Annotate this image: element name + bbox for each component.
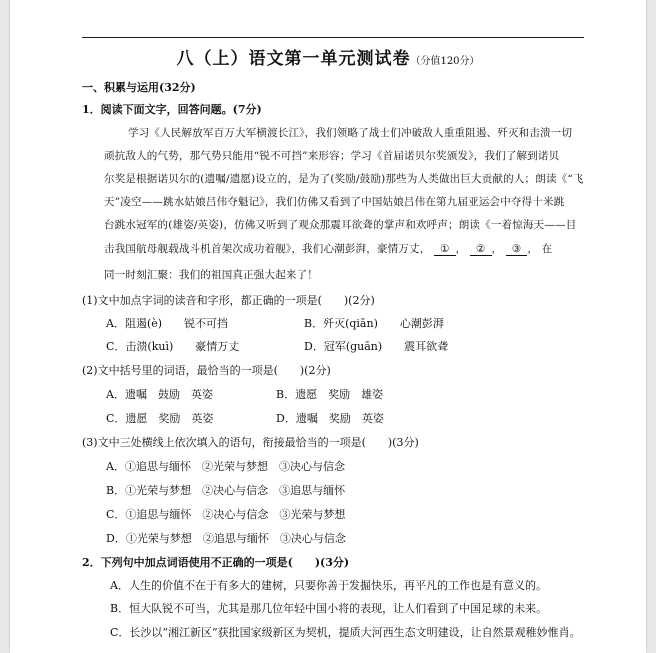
passage-line: 学习《人民解放军百万大军横渡长江》，我们领略了战士们冲破敌人重重阻遏、歼灭和击溃一切: [128, 127, 573, 139]
passage-line: 击我国航母舰载战斗机首架次成功着舰》，我们心潮彭湃，豪情万丈， ① ， ② ， ③ ， 在: [104, 243, 553, 255]
option-c: C．遗愿 奖励 英姿: [106, 412, 214, 425]
option-a: A．阻遏(è) 锐不可挡: [106, 317, 229, 330]
section-heading: 一、积累与运用(32分): [82, 81, 196, 94]
passage-line: 顽抗敌人的气势，那气势只能用“锐不可挡”来形容；学习《首届诺贝尔奖颁发》，我们了解到诺贝: [104, 150, 560, 162]
option-b: B．歼灭(qiān) 心潮彭湃: [304, 317, 444, 330]
subquestion-2-stem: (2)文中括号里的词语，最恰当的一项是( )(2分): [82, 364, 331, 377]
subquestion-1-stem: (1)文中加点字词的读音和字形，都正确的一项是( )(2分): [82, 294, 375, 307]
option-d: D．①光荣与梦想 ②追思与缅怀 ③决心与信念: [106, 532, 346, 545]
option-d: D．遗嘱 奖励 英姿: [276, 412, 384, 425]
title-text: 八（上）语文第一单元测试卷: [176, 49, 411, 69]
option-c: C．击溃(kuì) 豪情万丈: [106, 340, 240, 353]
option-b: B．恒大队锐不可当，尤其是那几位年轻中国小将的表现，让人们看到了中国足球的未来。: [110, 602, 548, 615]
blank-2: ②: [470, 243, 492, 256]
header-rule: [82, 37, 584, 38]
passage-line: 尔奖是根据诺贝尔的(遗嘱/遗愿)设立的，是为了(奖励/鼓励)那些为人类做出巨大贡献的人；朗读《“飞: [104, 173, 584, 185]
option-a: A．遗嘱 鼓励 英姿: [106, 388, 213, 401]
option-c: C．长沙以“湘江新区”获批国家级新区为契机，提质大河西生态文明建设，让自然景观稚妙惟肖。: [110, 626, 581, 639]
option-d: D．冠军(guān) 震耳欲聋: [304, 340, 449, 353]
passage-line: 天”凌空——跳水姑娘吕伟夺魁记》，我们仿佛又看到了中国姑娘吕伟在第九届亚运会中夺得十米跳: [104, 196, 565, 208]
passage-line: 台跳水冠军的(雄姿/英姿)，仿佛又听到了观众那震耳欲聋的掌声和欢呼声；朗读《一着惊海天——目: [104, 219, 577, 231]
passage-text: 击我国航母舰载战斗机首架次成功着舰》，我们心潮彭湃，豪情万丈，: [104, 243, 431, 255]
option-b: B．遗愿 奖励 雄姿: [276, 388, 384, 401]
passage-tail: 在: [541, 243, 553, 255]
option-b: B．①光荣与梦想 ②决心与信念 ③追思与缅怀: [106, 484, 346, 497]
score-note: （分值120分）: [410, 56, 480, 67]
blank-1: ①: [434, 243, 456, 256]
option-c: C．①追思与缅怀 ②决心与信念 ③光荣与梦想: [106, 508, 346, 521]
subquestion-3-stem: (3)文中三处横线上依次填入的语句，衔接最恰当的一项是( )(3分): [82, 436, 419, 449]
document-page: [10, 0, 646, 653]
question-2-stem: 2．下列句中加点词语使用不正确的一项是( )(3分): [82, 556, 350, 569]
option-a: A．①追思与缅怀 ②光荣与梦想 ③决心与信念: [106, 460, 345, 473]
passage-line: 同一时刻汇聚：我们的祖国真正强大起来了！: [104, 269, 318, 281]
question-1-stem: 1．阅读下面文字，回答问题。(7分): [82, 103, 262, 116]
option-a: A．人生的价值不在于有多大的建树，只要你善于发掘快乐，再平凡的工作也是有意义的。: [110, 579, 547, 592]
page-title: [10, 44, 646, 69]
blank-3: ③: [506, 243, 528, 256]
